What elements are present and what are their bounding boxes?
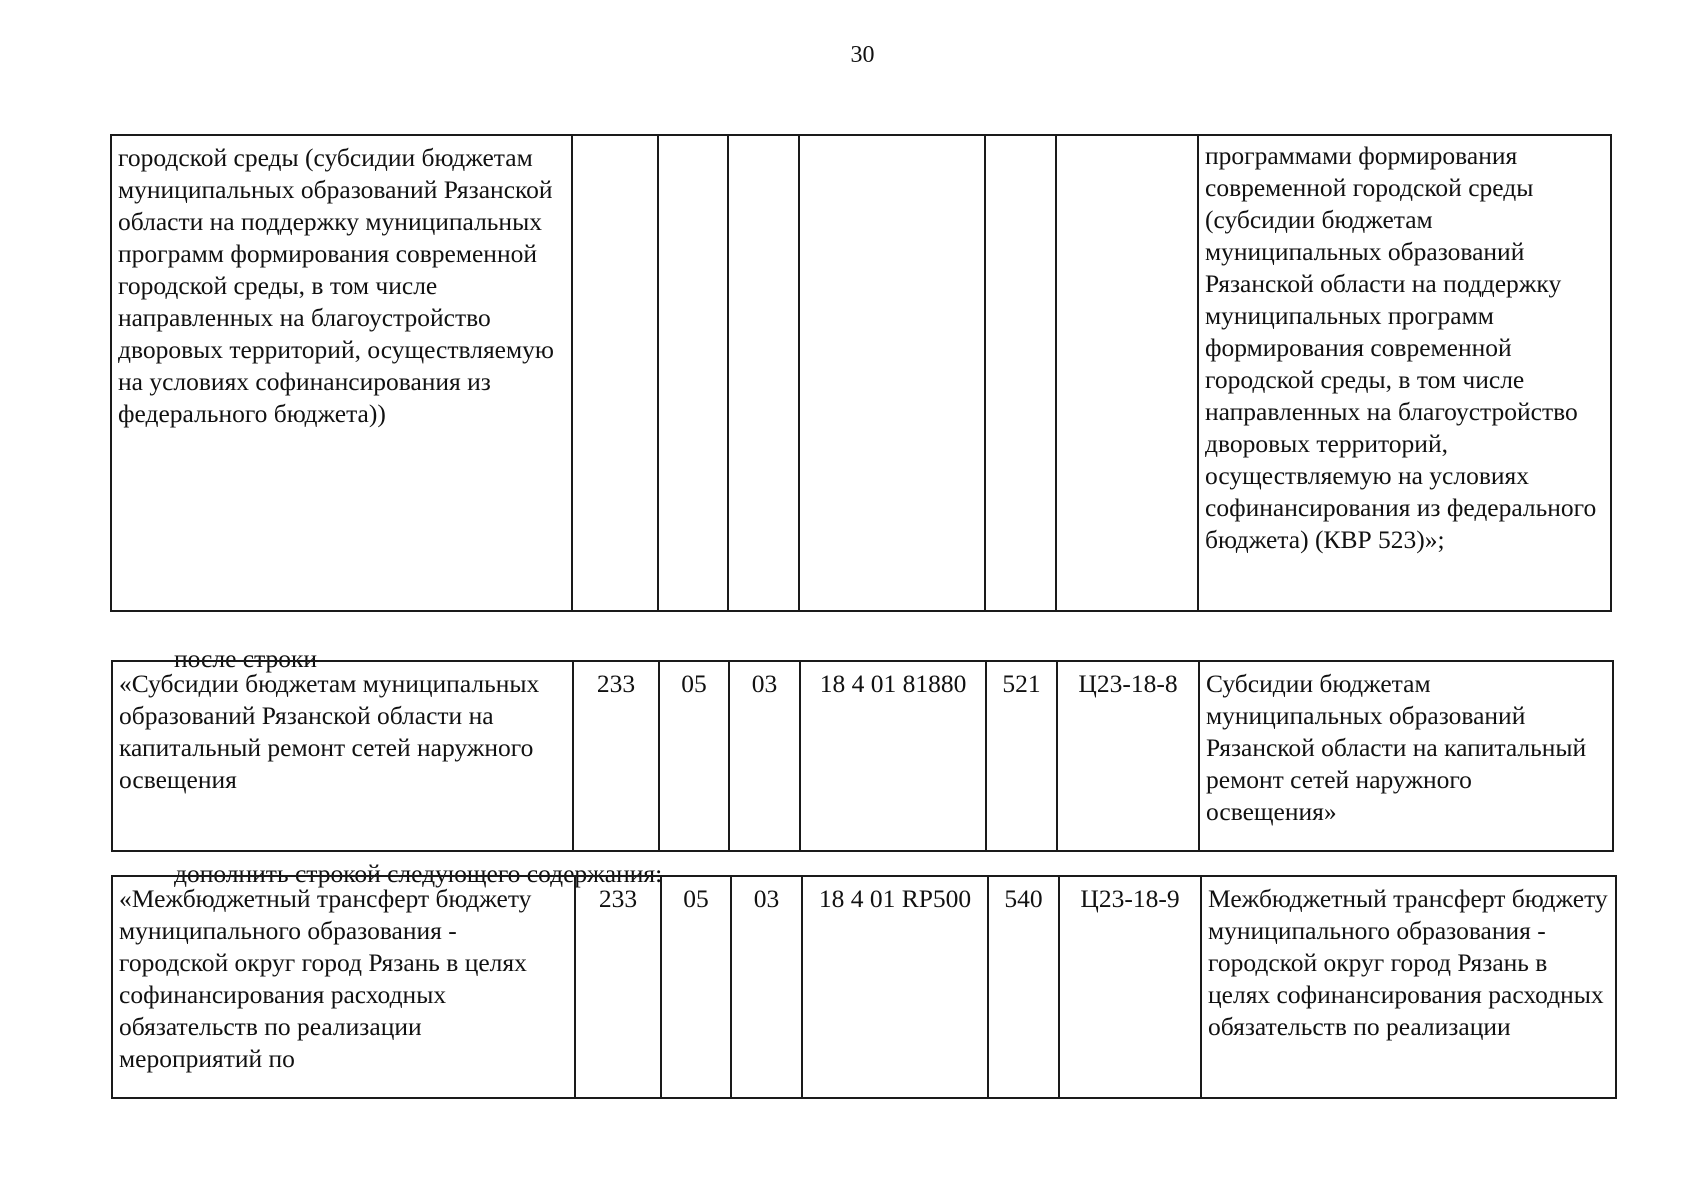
cell-grbs: 233	[575, 876, 661, 1098]
table-row	[112, 661, 1613, 851]
caption-after-row: после строки	[174, 644, 318, 673]
budget-table-existing-row	[111, 660, 1614, 852]
cell-section: 05	[661, 876, 731, 1098]
page-number: 30	[850, 42, 875, 68]
cell-expense-type: 540	[988, 876, 1059, 1098]
cell-description: городской среды (субсидии бюджетам муниципальных образований Рязанской области на поддержку муниципальных программ формирования современной городской среды, в том числе направленных на благоустройство дворовых территорий, осуществляемую на условиях софинансирования из федерального бюджета))	[111, 135, 572, 611]
cell-purpose-code	[1056, 135, 1198, 611]
cell-purpose-name: программами формирования современной городской среды (субсидии бюджетам муниципальных образований Рязанской области на поддержку муниципальных программ формирования современной городской среды, в том числе направленных на благоустройство дворовых территорий, осуществляемую на условиях софинансирования из федерального бюджета) (КВР 523)»;	[1198, 135, 1611, 611]
budget-table-new-row	[111, 875, 1617, 1099]
cell-purpose-name: Субсидии бюджетам муниципальных образований Рязанской области на капитальный ремонт сетей наружного освещения»	[1199, 661, 1613, 851]
cell-expense-type: 521	[986, 661, 1057, 851]
cell-expense-type	[985, 135, 1056, 611]
cell-target-article	[799, 135, 985, 611]
cell-purpose-code: Ц23-18-8	[1057, 661, 1199, 851]
cell-description: «Субсидии бюджетам муниципальных образований Рязанской области на капитальный ремонт сетей наружного освещения	[112, 661, 573, 851]
cell-purpose-code: Ц23-18-9	[1059, 876, 1201, 1098]
cell-purpose-name: Межбюджетный трансферт бюджету муниципального образования - городской округ город Рязань в целях софинансирования расходных обязательств по реализации	[1201, 876, 1616, 1098]
cell-grbs: 233	[573, 661, 659, 851]
cell-subsection: 03	[729, 661, 800, 851]
cell-section	[658, 135, 728, 611]
cell-subsection	[728, 135, 799, 611]
cell-grbs	[572, 135, 658, 611]
table-row	[112, 876, 1616, 1098]
cell-target-article: 18 4 01 RP500	[802, 876, 988, 1098]
table-row	[111, 135, 1611, 611]
caption-add-row: дополнить строкой следующего содержания:	[174, 859, 663, 888]
cell-section: 05	[659, 661, 729, 851]
cell-description: «Межбюджетный трансферт бюджету муниципального образования - городской округ город Рязань в целях софинансирования расходных обязательств по реализации мероприятий по	[112, 876, 575, 1098]
budget-table-continuation	[110, 134, 1612, 612]
cell-subsection: 03	[731, 876, 802, 1098]
cell-target-article: 18 4 01 81880	[800, 661, 986, 851]
